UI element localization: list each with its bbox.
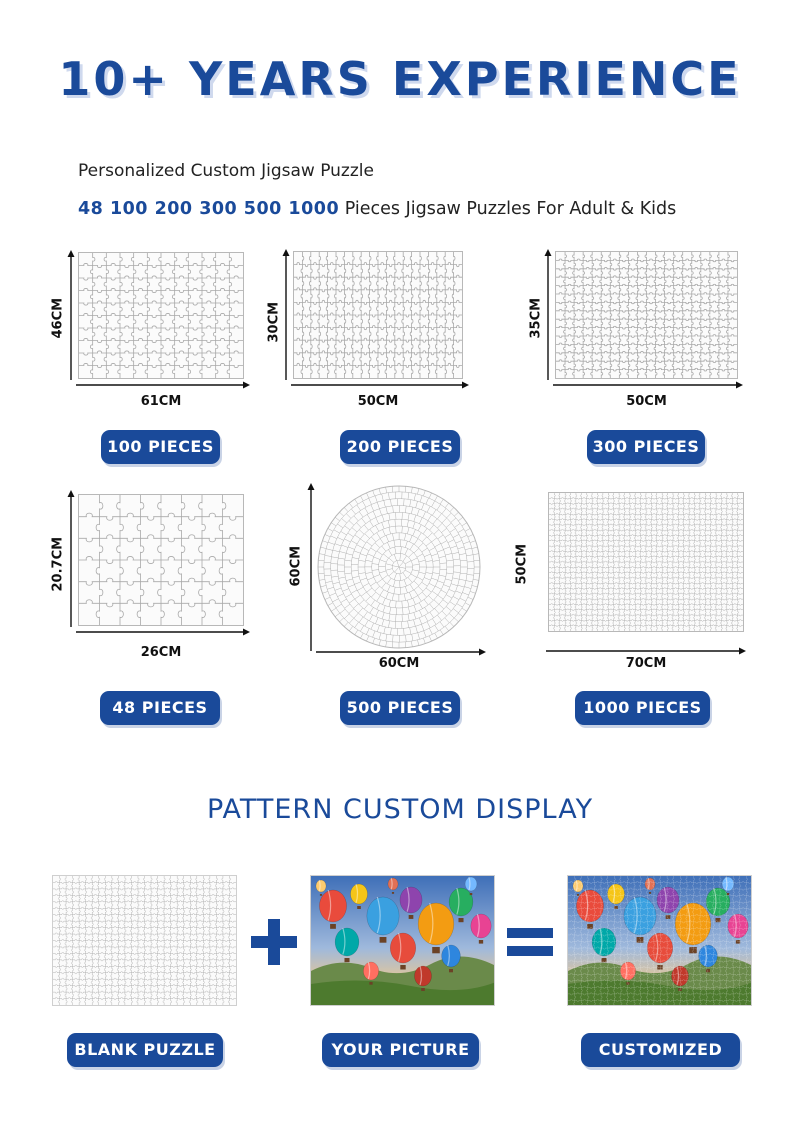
puzzle-1000-pieces <box>548 492 744 632</box>
width-arrow-icon <box>291 380 469 390</box>
height-label: 46CM <box>50 297 66 339</box>
width-label: 26CM <box>140 645 182 660</box>
width-arrow-icon <box>76 627 250 637</box>
pieces-badge: 300 PIECES <box>587 430 705 464</box>
puzzle-grid-100 <box>79 253 243 378</box>
hot-air-balloon <box>442 945 461 967</box>
width-label: 50CM <box>626 394 667 409</box>
puzzle-grid-48 <box>79 495 243 625</box>
balloon-basket <box>369 982 372 985</box>
customized-puzzle-grid <box>568 876 752 1006</box>
puzzle-cut-lines <box>549 493 743 631</box>
height-label: 20.7CM <box>50 536 66 592</box>
balloon-picture <box>310 875 495 1006</box>
balloon-basket <box>357 906 361 909</box>
balloon-basket <box>479 940 483 944</box>
hot-air-balloon <box>390 933 416 963</box>
balloon-basket <box>432 947 440 953</box>
section-title: PATTERN CUSTOM DISPLAY <box>206 794 594 825</box>
customized-badge: CUSTOMIZED <box>581 1033 740 1067</box>
height-label: 50CM <box>514 543 530 585</box>
hot-air-balloon <box>388 878 398 890</box>
piece-counts: 48 100 200 300 500 1000 <box>78 199 340 219</box>
blank-puzzle-grid <box>53 876 236 1005</box>
height-arrow-icon <box>281 249 291 380</box>
height-arrow-icon <box>306 483 316 651</box>
height-arrow-icon <box>66 250 76 380</box>
width-label: 70CM <box>625 656 667 671</box>
hot-air-balloon <box>367 897 399 935</box>
height-label: 60CM <box>288 545 304 587</box>
balloon-basket <box>409 915 414 919</box>
pieces-badge: 500 PIECES <box>340 691 460 725</box>
balloon-basket <box>344 958 349 962</box>
puzzle-cut-lines <box>79 253 243 378</box>
balloon-basket <box>380 937 387 943</box>
height-label: 35CM <box>528 297 544 339</box>
your-picture-badge: YOUR PICTURE <box>322 1033 479 1067</box>
puzzle-cut-lines <box>53 876 236 1005</box>
customized-puzzle-image <box>567 875 752 1006</box>
pieces-suffix: Pieces Jigsaw Puzzles For Adult & Kids <box>339 199 677 219</box>
pieces-badge: 48 PIECES <box>100 691 220 725</box>
blank-puzzle-badge: BLANK PUZZLE <box>67 1033 223 1067</box>
width-arrow-icon <box>76 380 250 390</box>
pieces-badge: 100 PIECES <box>101 430 220 464</box>
balloon-basket <box>330 924 336 929</box>
width-arrow-icon <box>546 646 746 656</box>
hot-air-balloon <box>400 887 422 913</box>
hot-air-balloon <box>465 877 477 891</box>
puzzle-cut-lines <box>294 252 462 378</box>
width-arrow-icon <box>553 380 743 390</box>
hot-air-balloon <box>316 880 326 892</box>
balloon-basket <box>470 893 473 895</box>
puzzle-500-pieces-round <box>317 485 481 649</box>
height-label: 30CM <box>266 301 282 343</box>
balloon-basket <box>400 965 405 970</box>
hot-air-balloon <box>363 962 378 980</box>
puzzle-100-pieces <box>78 252 244 379</box>
plus-symbol <box>248 916 300 968</box>
width-label: 60CM <box>378 656 420 671</box>
subtitle: Personalized Custom Jigsaw Puzzle <box>78 161 374 181</box>
pieces-badge: 200 PIECES <box>340 430 460 464</box>
puzzle-grid-500 <box>317 485 481 649</box>
width-label: 50CM <box>357 394 399 409</box>
puzzle-grid-300 <box>556 252 737 378</box>
pieces-badge: 1000 PIECES <box>575 691 710 725</box>
puzzle-cut-lines <box>568 876 752 1006</box>
hot-air-balloon <box>335 928 359 956</box>
pieces-line <box>78 199 676 219</box>
hot-air-balloon <box>415 966 432 986</box>
height-arrow-icon <box>66 490 76 627</box>
height-arrow-icon <box>543 249 553 380</box>
hot-air-balloon <box>319 890 346 922</box>
balloon-basket <box>449 969 453 972</box>
hot-air-balloon <box>471 914 491 938</box>
balloon-basket <box>320 894 322 896</box>
puzzle-grid-1000 <box>549 493 743 631</box>
balloon-basket <box>392 892 394 894</box>
blank-puzzle-image <box>52 875 237 1006</box>
hot-air-balloon <box>449 888 473 916</box>
width-label: 61CM <box>140 394 182 409</box>
hot-air-balloon <box>351 884 368 904</box>
puzzle-300-pieces <box>555 251 738 379</box>
puzzle-cut-lines <box>79 495 243 625</box>
headline: 10+ YEARS EXPERIENCE <box>58 52 742 106</box>
balloon-basket <box>458 918 463 922</box>
puzzle-grid-200 <box>294 252 462 378</box>
puzzle-200-pieces <box>293 251 463 379</box>
balloon-basket <box>421 988 425 991</box>
puzzle-cut-lines <box>556 252 737 378</box>
hot-air-balloon <box>418 903 454 945</box>
balloon-scene-image <box>311 876 495 1006</box>
puzzle-48-pieces <box>78 494 244 626</box>
equals-symbol <box>507 924 553 960</box>
